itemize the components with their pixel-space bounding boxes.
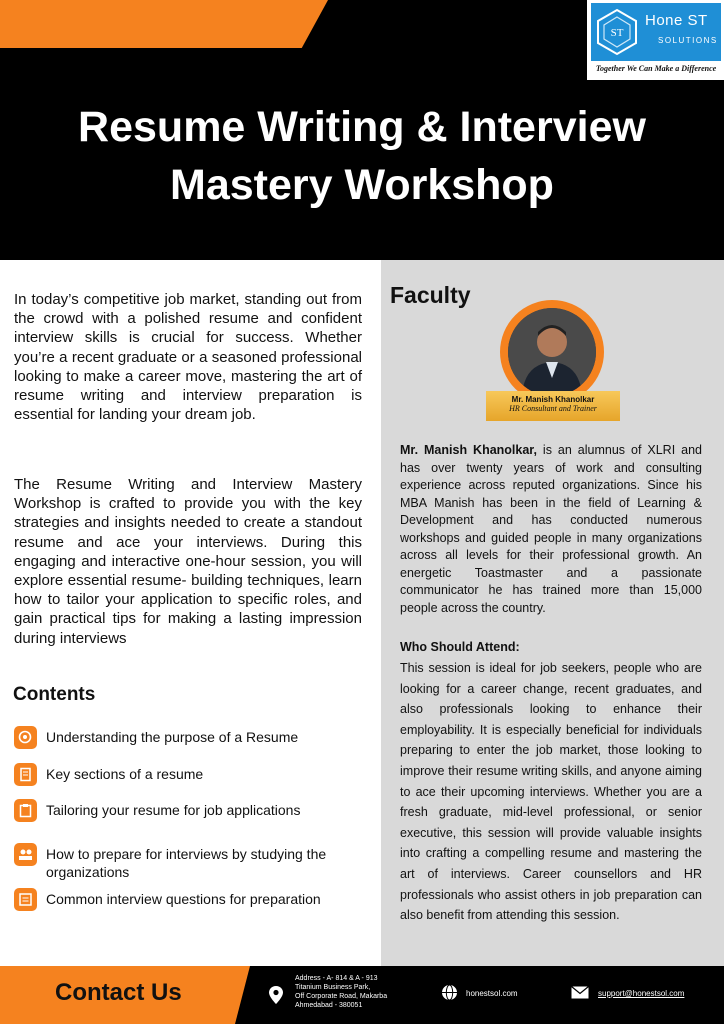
email-link[interactable]: support@honestsol.com	[598, 989, 685, 998]
contents-item-label: How to prepare for interviews by studying the organizations	[46, 846, 327, 880]
website-link[interactable]: honestsol.com	[466, 989, 518, 998]
ribbon-name: Mr. Manish Khanolkar	[511, 395, 595, 404]
who-should-attend-text: This session is ideal for job seekers, people who are looking for a career change, recent graduates, and also professionals looking to enhance their employability. It is especially beneficial for individuals preparing to enter the job market, those looking to improve their resume writing skills, and anyone aiming to ace their upcoming interviews. Whether you are a fresh graduate, mid-level professional, or senior executive, this session will provide valuable insights into crafting a compelling resume and mastering the art of interviews. Career counsellors and HR professionals who assist others in job preparation can also benefit from attending this session.	[400, 661, 702, 923]
location-pin-icon	[268, 985, 284, 1005]
page-title	[0, 98, 724, 214]
ribbon-role: HR Consultant and Trainer	[509, 404, 597, 413]
question-list-icon	[14, 888, 37, 911]
who-should-attend-heading: Who Should Attend:	[400, 640, 520, 654]
head-gear-icon	[14, 726, 37, 749]
logo-company-name: Hone ST	[645, 12, 708, 29]
globe-icon	[441, 984, 458, 1001]
title-line-1: Resume Writing & Interview	[78, 103, 646, 151]
address-line: Ahmedabad - 380051	[295, 1002, 363, 1009]
intro-paragraph-1: In today’s competitive job market, standing out from the crowd with a polished resume and confident interview skills is crucial for success. Whether you’re a recent graduate or a seasoned professional looking to make a career move, mastering the art of resume writing and interview preparation is essential for landing your dream job.	[14, 291, 362, 424]
title-line-2: Mastery Workshop	[170, 161, 554, 209]
faculty-heading: Faculty	[390, 282, 471, 308]
faculty-photo	[508, 308, 596, 396]
logo-tagline: Together We Can Make a Difference	[595, 64, 717, 73]
address	[295, 974, 425, 1010]
person-silhouette-icon	[508, 308, 596, 396]
contents-heading: Contents	[13, 684, 96, 705]
contents-item-label: Understanding the purpose of a Resume	[46, 729, 299, 745]
faculty-name-ribbon	[486, 391, 620, 421]
document-icon	[14, 763, 37, 786]
logo-hexagon-icon	[595, 8, 639, 56]
faculty-bio	[400, 442, 702, 617]
intro-paragraph-2: The Resume Writing and Interview Mastery Workshop is crafted to provide you with the key strategies and insights needed to create a standout resume and ace your interviews. During this engaging and interactive one-hour session, you will explore essential resume- building techniques, learn how to tailor your application to specific roles, and gain practical tips for making a lasting impression during interviews	[14, 476, 362, 647]
contact-heading: Contact Us	[55, 979, 182, 1006]
contents-item-label: Tailoring your resume for job applications	[46, 802, 301, 818]
contents-item-label: Common interview questions for preparation	[46, 891, 321, 907]
faculty-bio-text: is an alumnus of XLRI and has over twenty years of work and consulting experience across reputed organizations. Since his MBA Manish has been in the field of Learning & Development and has conducted numerous workshops and guided people in many organizations across all levels for their professional growth. An energetic Toastmaster and a passionate communicator he has trained more than 15,000 people across the country.	[400, 443, 702, 615]
header-accent-shape	[0, 0, 328, 48]
contents-item-label: Key sections of a resume	[46, 766, 204, 782]
address-line: Off Corporate Road, Makarba	[295, 993, 388, 1000]
address-line: Titanium Business Park,	[295, 984, 371, 991]
address-line: Address - A- 814 & A - 913	[295, 975, 378, 982]
envelope-icon	[571, 986, 589, 999]
logo-subtitle: SOLUTIONS	[658, 36, 718, 45]
clipboard-icon	[14, 799, 37, 822]
interview-icon	[14, 843, 37, 866]
faculty-bio-name: Mr. Manish Khanolkar,	[400, 443, 537, 457]
logo-hexagon-text: ST	[610, 27, 624, 39]
